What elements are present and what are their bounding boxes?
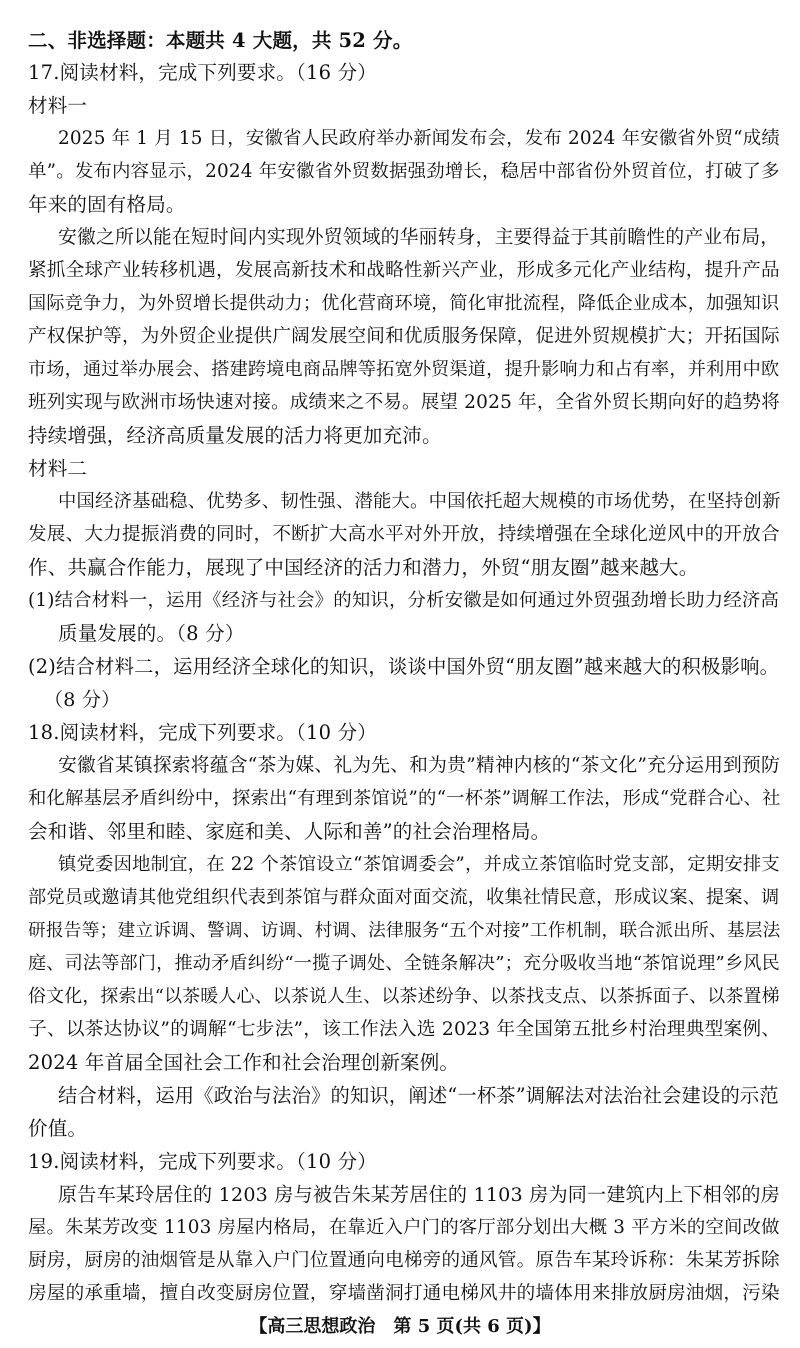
paragraph-line: 原告车某玲居住的 1203 房与被告朱某芳居住的 1103 房为同一建筑内上下相邻的房 [58,1183,780,1206]
paragraph-line: 镇党委因地制宜，在 22 个茶馆设立“茶馆调委会”，并成立茶馆临时党支部，定期安排支 [58,854,780,875]
q18-question: 结合材料，运用《政治与法治》的知识，阐述“一杯茶”调解法对法治社会建设的示范 [58,1084,779,1107]
q17-material1-label: 材料一 [28,94,88,117]
paragraph-line: 2025 年 1 月 15 日，安徽省人民政府举办新闻发布会，发布 2024 年安徽省外贸“成绩 [58,128,780,149]
paragraph-line: 发展、大力提振消费的同时，不断扩大高水平对外开放，持续增强在全球化逆风中的开放合 [28,524,780,545]
q19-stem: 19.阅读材料，完成下列要求。（10 分） [28,1150,377,1173]
q17-subquestion-2-cont: （8 分） [44,689,121,711]
paragraph-line: 安徽之所以能在短时间内实现外贸领域的华丽转身，主要得益于其前瞻性的产业布局， [58,227,780,248]
paragraph-line: 俗文化，探索出“以茶暖人心、以茶说人生、以茶述纷争、以茶找支点、以茶拆面子、以茶置梯 [28,986,780,1007]
paragraph-line: 单”。发布内容显示，2024 年安徽省外贸数据强劲增长，稳居中部省份外贸首位，打破了多 [28,161,780,182]
paragraph-line: 屋。朱某芳改变 1103 房屋内格局，在靠近入户门的客厅部分划出大概 3 平方米的空间改做 [28,1217,780,1238]
q17-subquestion-1-cont: 质量发展的。（8 分） [58,622,245,645]
paragraph-line: 产权保护等，为外贸企业提供广阔发展空间和优质服务保障，促进外贸规模扩大；开拓国际 [28,326,780,347]
paragraph-line: 子、以茶达协议”的调解“七步法”，该工作法入选 2023 年全国第五批乡村治理典型案例、 [28,1019,781,1040]
paragraph-line: 2024 年首届全国社会工作和社会治理创新案例。 [28,1051,460,1074]
paragraph-line: 研报告等；建立诉调、警调、访调、村调、法律服务“五个对接”工作机制，联合派出所、基层法 [28,921,781,941]
paragraph-line: 庭、司法等部门，推动矛盾纠纷“一揽子调处、全链条解决”；充分吸收当地“茶馆说理”乡风民 [28,953,780,974]
q17-subquestion-2: (2)结合材料二，运用经济全球化的知识，谈谈中国外贸“朋友圈”越来越大的积极影响。 [28,655,780,678]
paragraph-line: 国际竞争力，为外贸增长提供动力；优化营商环境，简化审批流程，降低企业成本，加强知识 [28,293,780,314]
paragraph-line: 市场，通过举办展会、搭建跨境电商品牌等拓宽外贸渠道，提升影响力和占有率，并利用中欧 [28,359,780,380]
paragraph-line: 作、共赢合作能力，展现了中国经济的活力和潜力，外贸“朋友圈”越来越大。 [28,556,699,579]
paragraph-line: 房屋的承重墙，擅自改变厨房位置，穿墙凿洞打通电梯风井的墙体用来排放厨房油烟，污染 [28,1283,780,1304]
paragraph-line: 班列实现与欧洲市场快速对接。成绩来之不易。展望 2025 年，全省外贸长期向好的趋势将 [28,392,780,413]
paragraph-line: 持续增强，经济高质量发展的活力将更加充沛。 [28,424,442,447]
q18-question-cont: 价值。 [28,1117,88,1140]
paragraph-line: 厨房，厨房的油烟管是从靠入户门位置通向电梯旁的通风管。原告车某玲诉称：朱某芳拆除 [28,1250,780,1271]
paragraph-line: 会和谐、邻里和睦、家庭和美、人际和善”的社会治理格局。 [28,820,551,843]
page-footer: 【高三思想政治 第 5 页(共 6 页)】 [249,1316,551,1337]
paragraph-line: 年来的固有格局。 [28,193,186,216]
paragraph-line: 安徽省某镇探索将蕴含“茶为媒、礼为先、和为贵”精神内核的“茶文化”充分运用到预防 [58,755,780,776]
q17-subquestion-1: (1)结合材料一，运用《经济与社会》的知识，分析安徽是如何通过外贸强劲增长助力经济高 [28,590,780,611]
q17-stem: 17.阅读材料，完成下列要求。（16 分） [28,61,377,84]
section-heading: 二、非选择题：本题共 4 大题，共 52 分。 [28,29,413,52]
paragraph-line: 紧抓全球产业转移机遇，发展高新技术和战略性新兴产业，形成多元化产业结构，提升产品 [28,260,780,281]
paragraph-line: 和化解基层矛盾纠纷中，探索出“有理到茶馆说”的“一杯茶”调解工作法，形成“党群合心、社 [28,788,781,809]
q17-material2-label: 材料二 [28,457,88,480]
q18-stem: 18.阅读材料，完成下列要求。（10 分） [28,721,377,744]
paragraph-line: 中国经济基础稳、优势多、韧性强、潜能大。中国依托超大规模的市场优势，在坚持创新 [58,491,781,512]
paragraph-line: 部党员或邀请其他党组织代表到茶馆与群众面对面交流，收集社情民意，形成议案、提案、调 [28,887,780,908]
